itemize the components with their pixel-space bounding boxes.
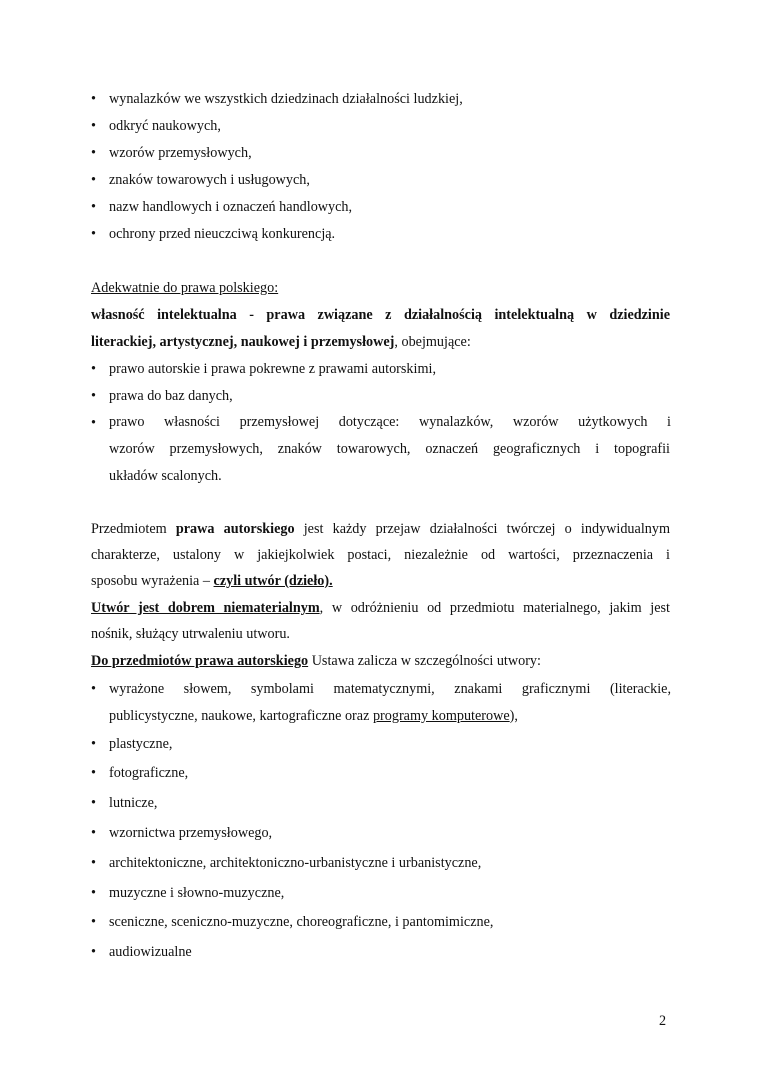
list-item: • prawo własności przemysłowej dotyczące: wynalazków, wzorów użytkowych i [91,413,671,431]
list-item: • odkryć naukowych, [91,118,221,134]
section-heading: Adekwatnie do prawa polskiego: [91,280,279,296]
list-item: • prawo autorskie i prawa pokrewne z prawami autorskimi, [91,361,436,377]
list-item: • wynalazków we wszystkich dziedzinach działalności ludzkiej, [91,91,463,107]
bullet-icon: • [91,118,96,134]
definition-line: literackiej, artystycznej, naukowej i przemysłowej, obejmujące: [91,334,471,350]
bullet-icon: • [91,855,96,871]
bullet-icon: • [91,885,96,901]
list-item: • wzornictwa przemysłowego, [91,825,273,841]
paragraph-line: Do przedmiotów prawa autorskiego Ustawa zalicza w szczególności utwory: [91,653,541,669]
paragraph-line: Utwór jest dobrem niematerialnym, w odróżnieniu od przedmiotu materialnego, jakim jest [91,600,670,616]
bullet-icon: • [91,199,96,215]
bullet-icon: • [91,914,96,930]
list-item: • ochrony przed nieuczciwą konkurencją. [91,226,336,242]
bullet-icon: • [91,681,96,697]
bullet-icon: • [91,415,96,431]
paragraph-line: sposobu wyrażenia – czyli utwór (dzieło). [91,573,333,589]
bullet-icon: • [91,795,96,811]
bullet-icon: • [91,145,96,161]
list-item: • muzyczne i słowno-muzyczne, [91,885,285,901]
definition-line: własność intelektualna - prawa związane z działalnością intelektualną w dziedzinie [91,307,670,323]
paragraph-line: Przedmiotem prawa autorskiego jest każdy przejaw działalności twórczej o indywidualnym [91,521,670,537]
bullet-icon: • [91,765,96,781]
bullet-icon: • [91,91,96,107]
list-item: • wyrażone słowem, symbolami matematycznymi, znakami graficznymi (literackie, [91,681,671,697]
list-item: • nazw handlowych i oznaczeń handlowych, [91,199,353,215]
bullet-icon: • [91,226,96,242]
list-item-continuation: publicystyczne, naukowe, kartograficzne oraz programy komputerowe), [109,708,518,724]
bullet-icon: • [91,944,96,960]
list-item: • architektoniczne, architektoniczno-urbanistyczne i urbanistyczne, [91,855,482,871]
list-item: • lutnicze, [91,795,158,811]
list-item-continuation: wzorów przemysłowych, znaków towarowych, oznaczeń geograficznych i topografii [109,441,670,457]
paragraph-line: nośnik, służący utrwaleniu utworu. [91,626,290,642]
bullet-icon: • [91,736,96,752]
list-item: • fotograficzne, [91,765,189,781]
bullet-icon: • [91,388,96,404]
list-item: • sceniczne, sceniczno-muzyczne, choreograficzne, i pantomimiczne, [91,914,494,930]
page-number: 2 [659,1013,667,1029]
list-item: • znaków towarowych i usługowych, [91,172,310,188]
list-item: • plastyczne, [91,736,173,752]
bullet-icon: • [91,361,96,377]
bullet-icon: • [91,172,96,188]
bullet-icon: • [91,825,96,841]
list-item: • audiowizualne [91,944,192,960]
list-item-continuation: układów scalonych. [109,468,222,484]
paragraph-line: charakterze, ustalony w jakiejkolwiek postaci, niezależnie od wartości, przeznaczenia i [91,547,670,563]
list-item: • wzorów przemysłowych, [91,145,252,161]
list-item: • prawa do baz danych, [91,388,233,404]
